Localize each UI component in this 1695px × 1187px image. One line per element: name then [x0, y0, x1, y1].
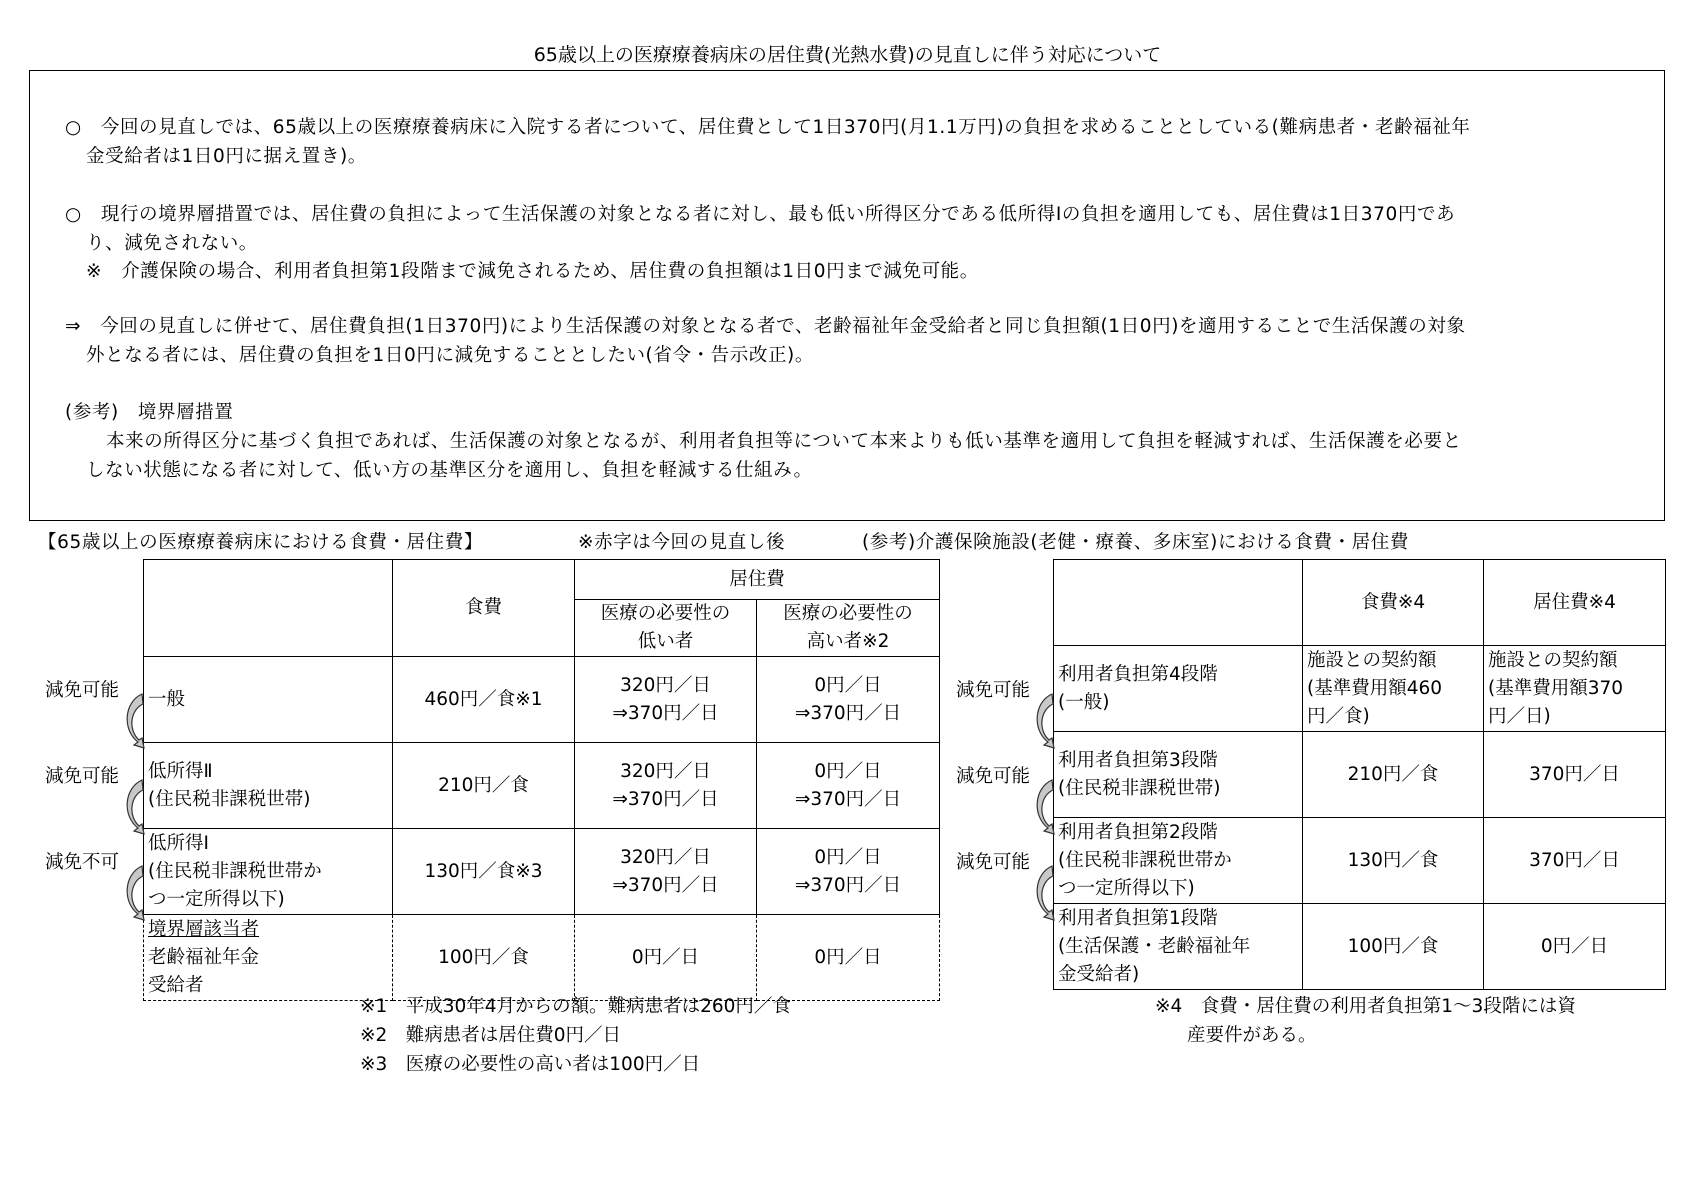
- reference-line-2: しない状態になる者に対して、低い方の基準区分を適用し、負担を軽減する仕組み。: [86, 460, 813, 481]
- right-table-heading: (参考)介護保険施設(老健・療養、多床室)における食費・居住費: [862, 532, 1409, 553]
- care-insurance-cost-table: [1053, 559, 1666, 990]
- left-table-heading: 【65歳以上の医療療養病床における食費・居住費】: [38, 532, 483, 553]
- para-2-note: ※ 介護保険の場合、利用者負担第1段階まで減免されるため、居住費の負担額は1日0円まで減免可能。: [86, 261, 979, 282]
- reference-heading: (参考) 境界層措置: [65, 402, 234, 423]
- table-row: 利用者負担第3段階 (住民税非課税世帯) 210円／食 370円／日: [1054, 732, 1666, 818]
- header-empty: [144, 560, 393, 657]
- side-label-reducible: 減免可能: [956, 852, 1031, 873]
- red-text-note: ※赤字は今回の見直し後: [578, 532, 786, 553]
- side-label-reducible: 減免可能: [45, 766, 120, 787]
- table-row: 利用者負担第2段階 (住民税非課税世帯か つ一定所得以下) 130円／食 370円／日: [1054, 818, 1666, 904]
- para-2-line-2: り、減免されない。: [86, 233, 258, 254]
- header-food: 食費※4: [1303, 560, 1484, 646]
- curved-arrow-icon: [127, 694, 144, 748]
- para-3-line-2: 外となる者には、居住費の負担を1日0円に減免することとしたい(省令・告示改正)。: [86, 345, 814, 366]
- curved-arrow-icon: [127, 866, 144, 920]
- curved-arrow-icon: [1037, 694, 1054, 748]
- reference-line-1: 本来の所得区分に基づく負担であれば、生活保護の対象となるが、利用者負担等について本来よりも低い基準を適用して負担を軽減すれば、生活保護を必要と: [106, 431, 1462, 452]
- curved-arrows-right: [1030, 690, 1060, 960]
- medical-care-cost-table: [143, 559, 940, 1001]
- footnote-1: ※1 平成30年4月からの額。難病患者は260円／食: [360, 996, 791, 1017]
- header-empty: [1054, 560, 1303, 646]
- footnote-3: ※3 医療の必要性の高い者は100円／日: [360, 1054, 701, 1075]
- table-row: 一般 460円／食※1 320円／日 ⇒370円／日 0円／日 ⇒370円／日: [144, 657, 940, 743]
- header-food: 食費: [393, 560, 575, 657]
- curved-arrow-icon: [1037, 866, 1054, 920]
- table-row-boundary: 境界層該当者 老齢福祉年金 受給者 100円／食 0円／日 0円／日: [144, 915, 940, 1001]
- document-title: 65歳以上の医療療養病床の居住費(光熱水費)の見直しに伴う対応について: [533, 44, 1162, 66]
- para-1-line-1: ○ 今回の見直しでは、65歳以上の医療療養病床に入院する者について、居住費として1日370円(月1.1万円)の負担を求めることとしている(難病患者・老齢福祉年: [65, 117, 1471, 138]
- side-label-not-reducible: 減免不可: [45, 852, 120, 873]
- footnote-4: ※4 食費・居住費の利用者負担第1～3段階には資: [1155, 996, 1576, 1017]
- table-row: 低所得Ⅰ (住民税非課税世帯か つ一定所得以下) 130円／食※3 320円／日 ⇒370円／日 0円／日 ⇒370円／日: [144, 829, 940, 915]
- table-row: 利用者負担第4段階 (一般) 施設との契約額 (基準費用額460 円／食) 施設との契約額 (基準費用額370 円／日): [1054, 646, 1666, 732]
- table-row: 利用者負担第1段階 (生活保護・老齢福祉年 金受給者) 100円／食 0円／日: [1054, 904, 1666, 990]
- para-2-line-1: ○ 現行の境界層措置では、居住費の負担によって生活保護の対象となる者に対し、最も低い所得区分である低所得Ⅰの負担を適用しても、居住費は1日370円であ: [65, 204, 1456, 225]
- curved-arrow-icon: [127, 780, 144, 834]
- header-housing: 居住費: [575, 560, 940, 600]
- side-label-reducible: 減免可能: [45, 680, 120, 701]
- footnote-4-cont: 産要件がある。: [1187, 1025, 1317, 1046]
- para-3-line-1: ⇒ 今回の見直しに併せて、居住費負担(1日370円)により生活保護の対象となる者で、老齢福祉年金受給者と同じ負担額(1日0円)を適用することで生活保護の対象: [65, 316, 1466, 337]
- curved-arrow-icon: [1037, 780, 1054, 834]
- header-high-need: 医療の必要性の 高い者※2: [757, 600, 940, 657]
- footnote-2: ※2 難病患者は居住費0円／日: [360, 1025, 622, 1046]
- side-label-reducible: 減免可能: [956, 680, 1031, 701]
- curved-arrows-left: [120, 690, 150, 960]
- header-housing: 居住費※4: [1484, 560, 1666, 646]
- para-1-line-2: 金受給者は1日0円に据え置き)。: [86, 146, 367, 167]
- table-row: 低所得Ⅱ (住民税非課税世帯) 210円／食 320円／日 ⇒370円／日 0円／日 ⇒370円／日: [144, 743, 940, 829]
- side-label-reducible: 減免可能: [956, 766, 1031, 787]
- header-low-need: 医療の必要性の 低い者: [575, 600, 757, 657]
